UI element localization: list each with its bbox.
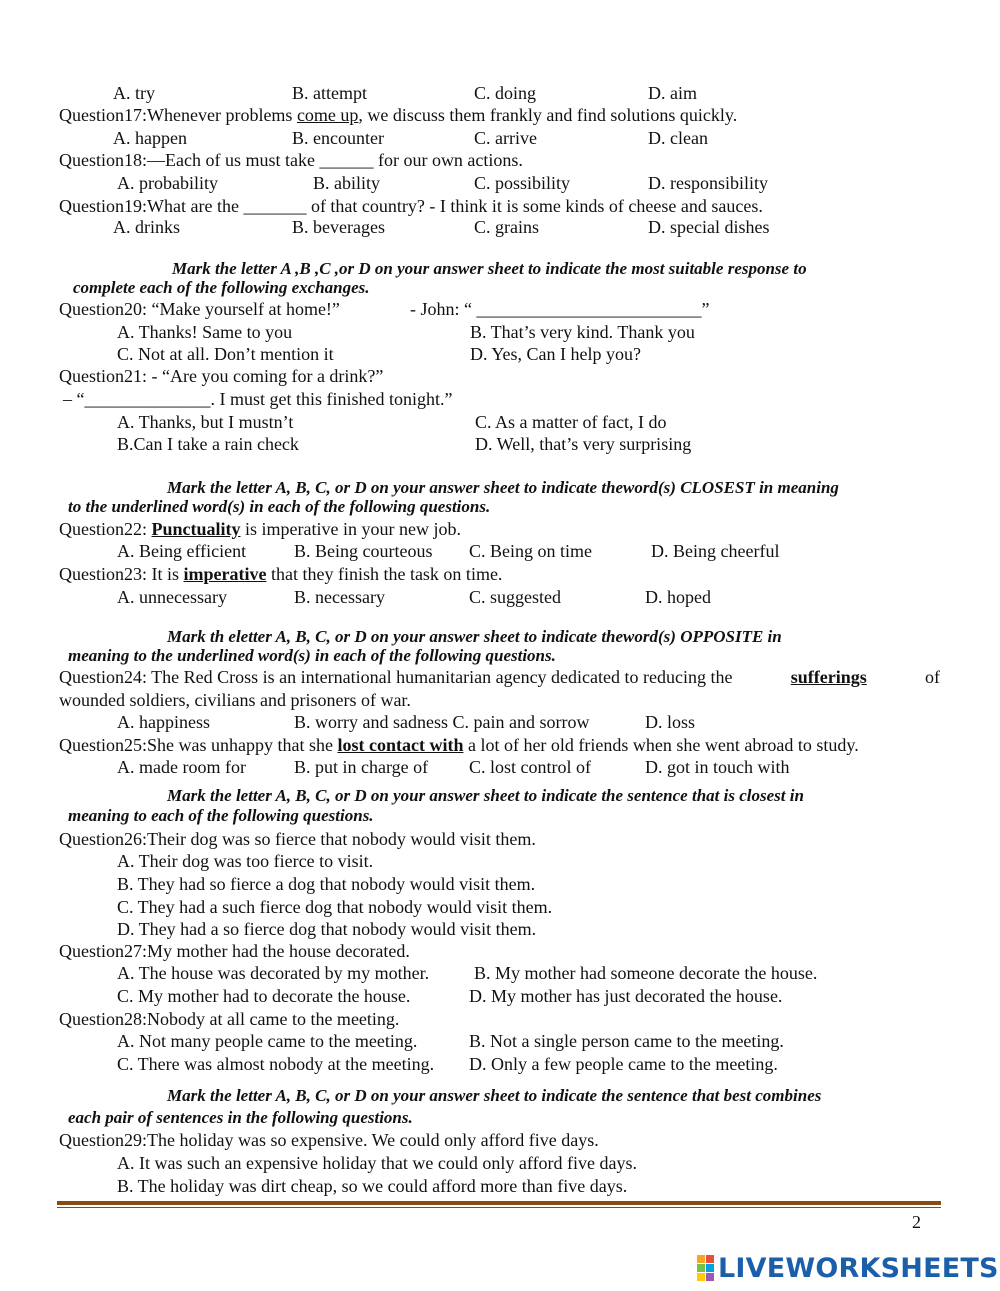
underlined-word: sufferings	[790, 667, 867, 687]
q21-reply: – “______________. I must get this finished tonight.”	[63, 389, 453, 409]
liveworksheets-grid-icon	[697, 1255, 714, 1281]
question-23: Question23: It is imperative that they finish the task on time.	[59, 564, 503, 584]
q19-option-b: B. beverages	[292, 217, 385, 237]
q18-option-a: A. probability	[117, 173, 218, 193]
section-instruction-response-cont: complete each of the following exchanges.	[73, 278, 370, 297]
q22-option-b: B. Being courteous	[294, 541, 433, 561]
q25-option-a: A. made room for	[117, 757, 246, 777]
page-number: 2	[912, 1212, 921, 1232]
underlined-phrase: come up	[296, 105, 359, 125]
underlined-phrase: lost contact with	[337, 735, 464, 755]
section-instruction-closest: Mark the letter A, B, C, or D on your answer sheet to indicate theword(s) CLOSEST in meaning	[167, 478, 839, 497]
q16-option-b: B. attempt	[292, 83, 367, 103]
liveworksheets-wordmark: LIVEWORKSHEETS	[718, 1252, 999, 1284]
q24-option-a: A. happiness	[117, 712, 210, 732]
q18-option-b: B. ability	[313, 173, 380, 193]
question-25: Question25:She was unhappy that she lost contact with a lot of her old friends when she went abroad to study.	[59, 735, 859, 755]
q17-option-b: B. encounter	[292, 128, 384, 148]
q26-option-b: B. They had so fierce a dog that nobody would visit them.	[117, 874, 536, 894]
q28-option-a: A. Not many people came to the meeting.	[117, 1031, 418, 1051]
q26-option-c: C. They had a such fierce dog that nobody would visit them.	[117, 897, 553, 917]
q25-option-d: D. got in touch with	[645, 757, 790, 777]
q22-option-a: A. Being efficient	[117, 541, 247, 561]
section-instruction-closest-cont: to the underlined word(s) in each of the following questions.	[68, 497, 491, 516]
q17-option-d: D. clean	[648, 128, 708, 148]
q29-option-b: B. The holiday was dirt cheap, so we could afford more than five days.	[117, 1176, 628, 1196]
question-17: Question17:Whenever problems come up, we discuss them frankly and find solutions quickly.	[59, 105, 738, 125]
question-24-cont: wounded soldiers, civilians and prisoners of war.	[59, 690, 411, 710]
q28-option-d: D. Only a few people came to the meeting.	[469, 1054, 778, 1074]
q27-option-b: B. My mother had someone decorate the house.	[474, 963, 818, 983]
section-instruction-opposite-cont: meaning to the underlined word(s) in each of the following questions.	[68, 646, 556, 665]
underlined-word: imperative	[183, 564, 267, 584]
q16-option-a: A. try	[113, 83, 155, 103]
q24-option-bc: B. worry and sadness C. pain and sorrow	[294, 712, 590, 732]
section-instruction-combine-cont: each pair of sentences in the following questions.	[68, 1108, 413, 1127]
question-21: Question21: - “Are you coming for a drink?”	[59, 366, 384, 386]
q22-option-c: C. Being on time	[469, 541, 592, 561]
footer-divider	[57, 1201, 941, 1205]
q27-option-d: D. My mother has just decorated the house.	[469, 986, 783, 1006]
q28-option-c: C. There was almost nobody at the meeting.	[117, 1054, 435, 1074]
q20-option-c: C. Not at all. Don’t mention it	[117, 344, 334, 364]
q20-option-a: A. Thanks! Same to you	[117, 322, 293, 342]
question-28: Question28:Nobody at all came to the meeting.	[59, 1009, 400, 1029]
q20-reply: - John: “ _________________________”	[410, 299, 710, 319]
q22-option-d: D. Being cheerful	[651, 541, 780, 561]
q28-option-b: B. Not a single person came to the meeting.	[469, 1031, 784, 1051]
q26-option-d: D. They had a so fierce dog that nobody would visit them.	[117, 919, 537, 939]
section-instruction-sentence-cont: meaning to each of the following questions.	[68, 806, 374, 825]
underlined-word: Punctuality	[151, 519, 241, 539]
question-26: Question26:Their dog was so fierce that nobody would visit them.	[59, 829, 536, 849]
q27-option-a: A. The house was decorated by my mother.	[117, 963, 430, 983]
question-18: Question18:―Each of us must take ______ for our own actions.	[59, 150, 523, 170]
q21-option-d: D. Well, that’s very surprising	[475, 434, 692, 454]
q23-option-d: D. hoped	[645, 587, 711, 607]
q18-option-c: C. possibility	[474, 173, 571, 193]
q19-option-a: A. drinks	[113, 217, 180, 237]
q21-option-b: B.Can I take a rain check	[117, 434, 299, 454]
q17-option-c: C. arrive	[474, 128, 537, 148]
question-20: Question20: “Make yourself at home!”	[59, 299, 340, 319]
q20-option-b: B. That’s very kind. Thank you	[470, 322, 695, 342]
question-24: Question24: The Red Cross is an international humanitarian agency dedicated to reducing the sufferings of	[59, 667, 940, 687]
q27-option-c: C. My mother had to decorate the house.	[117, 986, 411, 1006]
q24-option-d: D. loss	[645, 712, 696, 732]
q23-option-c: C. suggested	[469, 587, 561, 607]
q18-option-d: D. responsibility	[648, 173, 768, 193]
q16-option-c: C. doing	[474, 83, 537, 103]
q21-option-c: C. As a matter of fact, I do	[475, 412, 667, 432]
q26-option-a: A. Their dog was too fierce to visit.	[117, 851, 374, 871]
q23-option-a: A. unnecessary	[117, 587, 227, 607]
q19-option-c: C. grains	[474, 217, 539, 237]
section-instruction-combine: Mark the letter A, B, C, or D on your answer sheet to indicate the sentence that best combines	[167, 1086, 822, 1105]
question-19: Question19:What are the _______ of that country? - I think it is some kinds of cheese and sauces.	[59, 196, 763, 216]
q16-option-d: D. aim	[648, 83, 697, 103]
section-instruction-sentence: Mark the letter A, B, C, or D on your answer sheet to indicate the sentence that is closest in	[167, 786, 804, 805]
q29-option-a: A. It was such an expensive holiday that we could only afford five days.	[117, 1153, 638, 1173]
question-27: Question27:My mother had the house decorated.	[59, 941, 410, 961]
q20-option-d: D. Yes, Can I help you?	[470, 344, 641, 364]
q23-option-b: B. necessary	[294, 587, 385, 607]
section-instruction-response: Mark the letter A ,B ,C ,or D on your answer sheet to indicate the most suitable response to	[172, 259, 807, 278]
q25-option-c: C. lost control of	[469, 757, 591, 777]
question-22: Question22: Punctuality is imperative in your new job.	[59, 519, 461, 539]
section-instruction-opposite: Mark th eletter A, B, C, or D on your answer sheet to indicate theword(s) OPPOSITE in	[167, 627, 782, 646]
q17-option-a: A. happen	[113, 128, 187, 148]
footer-divider-thin	[57, 1207, 941, 1208]
question-29: Question29:The holiday was so expensive. We could only afford five days.	[59, 1130, 599, 1150]
q19-option-d: D. special dishes	[648, 217, 770, 237]
q25-option-b: B. put in charge of	[294, 757, 429, 777]
liveworksheets-logo[interactable]	[697, 1252, 999, 1284]
q21-option-a: A. Thanks, but I mustn’t	[117, 412, 294, 432]
